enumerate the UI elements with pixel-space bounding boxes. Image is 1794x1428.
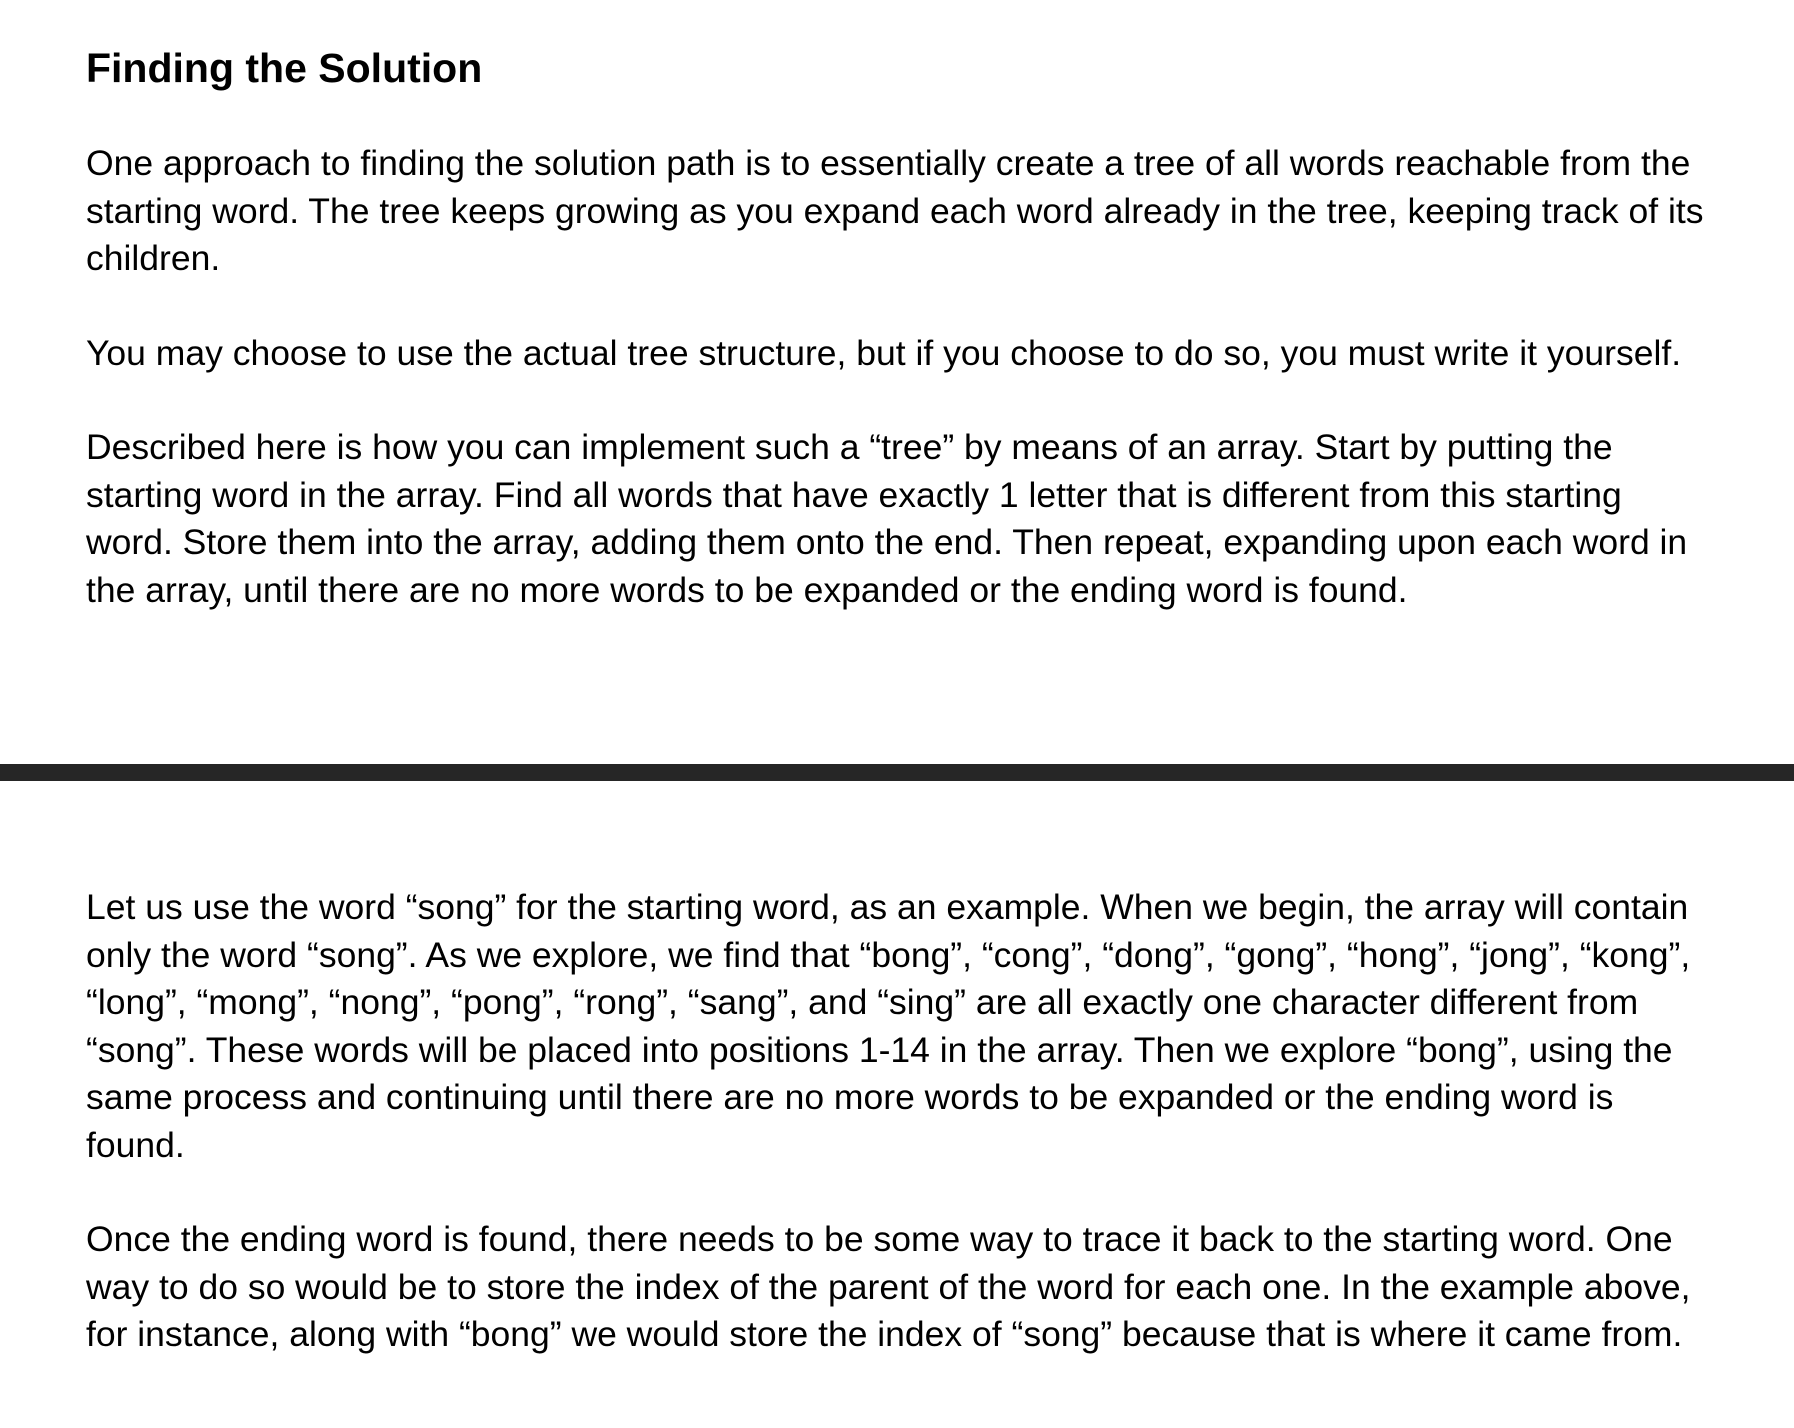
paragraph-trace-back: Once the ending word is found, there needs to be some way to trace it back to the starting word. One way to do so would be to store the index of the parent of the word for each one. In the example above, for instance, along with “bong” we would store the index of “song” because that is where it came from.: [86, 1219, 1691, 1354]
document-page-2: [86, 884, 1706, 1359]
paragraph-tree-approach: One approach to finding the solution path is to essentially create a tree of all words reachable from the starting word. The tree keeps growing as you expand each word already in the tree, keeping track of its children.: [86, 143, 1704, 278]
page-break-divider: [0, 764, 1794, 781]
paragraph-tree-structure-note: You may choose to use the actual tree structure, but if you choose to do so, you must write it yourself.: [86, 332, 1682, 373]
paragraph-array-implementation: Described here is how you can implement such a “tree” by means of an array. Start by putting the starting word in the array. Find all words that have exactly 1 letter that is different from this starting word. Store them into the array, adding them onto the end. Then repeat, expanding upon each word in the array, until there are no more words to be expanded or the ending word is found.: [86, 427, 1688, 610]
section-heading: Finding the Solution: [86, 45, 483, 91]
paragraph-song-example: Let us use the word “song” for the starting word, as an example. When we begin, the array will contain only the word “song”. As we explore, we find that “bong”, “cong”, “dong”, “gong”, “hong”, “jong”, “kong”, “long”, “mong”, “nong”, “pong”, “rong”, “sang”, and “sing” are all exactly one character different from “song”. These words will be placed into positions 1-14 in the array. Then we explore “bong”, using the same process and continuing until there are no more words to be expanded or the ending word is found.: [86, 887, 1691, 1165]
document-page-1: [86, 40, 1706, 614]
